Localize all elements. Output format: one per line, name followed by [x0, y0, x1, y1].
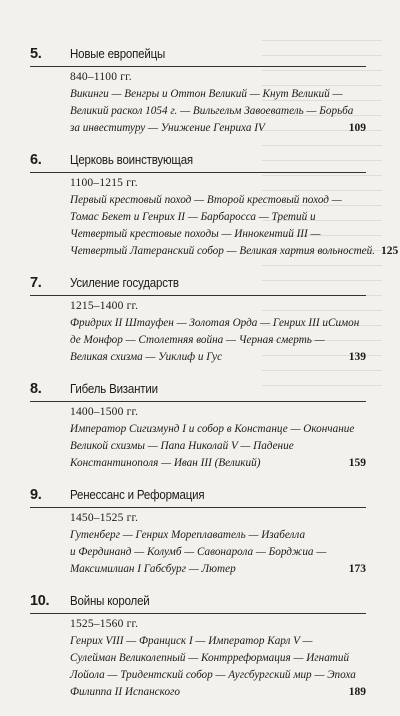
chapter-title: Церковь воинствующая	[70, 153, 193, 167]
chapter-topics	[70, 421, 366, 472]
chapter-years: 1100–1215 гг.	[70, 177, 138, 189]
topics-line: Четвертый крестовые походы — Иннокентий III —	[70, 228, 321, 240]
topics-line: Константинополя — Иван III (Великий)	[70, 457, 261, 469]
chapter-topics	[70, 192, 399, 260]
chapter-title: Усиление государств	[70, 276, 179, 290]
topics-last-line	[70, 561, 366, 578]
topics-last-line	[70, 243, 399, 260]
topics-last-line	[70, 455, 366, 472]
topics-line: Фридрих II Штауфен — Золотая Орда — Генрих III иСимон	[70, 317, 360, 329]
chapter-topics	[70, 633, 366, 701]
chapter-topics	[70, 527, 366, 578]
topics-last-line	[70, 349, 366, 366]
toc-chapter-10	[30, 593, 366, 701]
chapter-heading	[30, 593, 366, 609]
topics-line: Филиппа II Испанского	[70, 686, 180, 698]
topics-line: Сулейман Великолепный — Контрреформация — Игнатий	[70, 652, 350, 664]
page-number: 173	[348, 563, 366, 575]
chapter-rule	[30, 507, 366, 508]
chapter-heading	[30, 487, 366, 503]
chapter-rule	[30, 613, 366, 614]
chapter-number: 6.	[30, 152, 42, 168]
chapter-rule	[30, 66, 366, 67]
page-number: 189	[348, 686, 366, 698]
chapter-years: 1525–1560 гг.	[70, 618, 139, 630]
chapter-years: 1215–1400 гг.	[70, 300, 139, 312]
topics-line: Великая схизма — Уиклиф и Гус	[70, 351, 223, 363]
page-number: 125	[381, 245, 399, 257]
chapter-heading	[30, 152, 366, 168]
topics-line: Великий раскол 1054 г. — Вильгельм Завоеватель — Борьба	[70, 105, 354, 117]
chapter-years: 840–1100 гг.	[70, 71, 132, 83]
chapter-number: 9.	[30, 487, 42, 503]
topics-line: Викинги — Венгры и Оттон Великий — Кнут Великий —	[70, 88, 343, 100]
topics-line: Томас Бекет и Генрих II — Барбаросса — Третий и	[70, 211, 316, 223]
topics-line: Гутенберг — Генрих Мореплаватель — Изабелла	[70, 529, 306, 541]
toc-chapter-7	[30, 275, 366, 366]
topics-last-line	[70, 684, 366, 701]
topics-line: Лойола — Тридентский собор — Аугсбургский мир — Эпоха	[70, 669, 356, 681]
topics-line: и Фердинанд — Колумб — Савонарола — Борджиа —	[70, 546, 327, 558]
table-of-contents	[30, 46, 399, 716]
chapter-rule	[30, 295, 366, 296]
page-number: 139	[348, 351, 366, 363]
chapter-title: Новые европейцы	[70, 47, 166, 61]
chapter-rule	[30, 172, 366, 173]
topics-last-line	[70, 120, 366, 137]
chapter-years: 1400–1500 гг.	[70, 406, 139, 418]
chapter-number: 7.	[30, 275, 42, 291]
chapter-topics	[70, 86, 366, 137]
chapter-title: Ренессанс и Реформация	[70, 488, 205, 502]
chapter-title: Гибель Византии	[70, 382, 158, 396]
topics-line: за инвеституру — Унижение Генриха IV	[70, 122, 265, 134]
topics-line: Первый крестовый поход — Второй крестовый поход —	[70, 194, 342, 206]
chapter-number: 5.	[30, 46, 42, 62]
topics-line: Максимилиан I Габсбург — Лютер	[70, 563, 236, 575]
toc-chapter-6	[30, 152, 399, 260]
chapter-heading	[30, 46, 366, 62]
topics-line: Великой схизмы — Папа Николай V — Падение	[70, 440, 294, 452]
chapter-rule	[30, 401, 366, 402]
chapter-heading	[30, 275, 366, 291]
chapter-years: 1450–1525 гг.	[70, 512, 139, 524]
chapter-number: 8.	[30, 381, 42, 397]
chapter-number: 10.	[30, 593, 50, 609]
topics-line: Генрих VIII — Франциск I — Император Карл V —	[70, 635, 313, 647]
chapter-heading	[30, 381, 366, 397]
chapter-topics	[70, 315, 366, 366]
toc-chapter-8	[30, 381, 366, 472]
toc-chapter-9	[30, 487, 366, 578]
toc-chapter-5	[30, 46, 366, 137]
page-number: 109	[348, 122, 366, 134]
page-number: 159	[348, 457, 366, 469]
topics-line: Император Сигизмунд I и собор в Констанце — Окончание	[70, 423, 355, 435]
topics-line: де Монфор — Столетняя война — Черная смерть —	[70, 334, 325, 346]
chapter-title: Войны королей	[70, 594, 150, 608]
topics-line: Четвертый Латеранский собор — Великая хартия вольностей.	[70, 245, 375, 257]
